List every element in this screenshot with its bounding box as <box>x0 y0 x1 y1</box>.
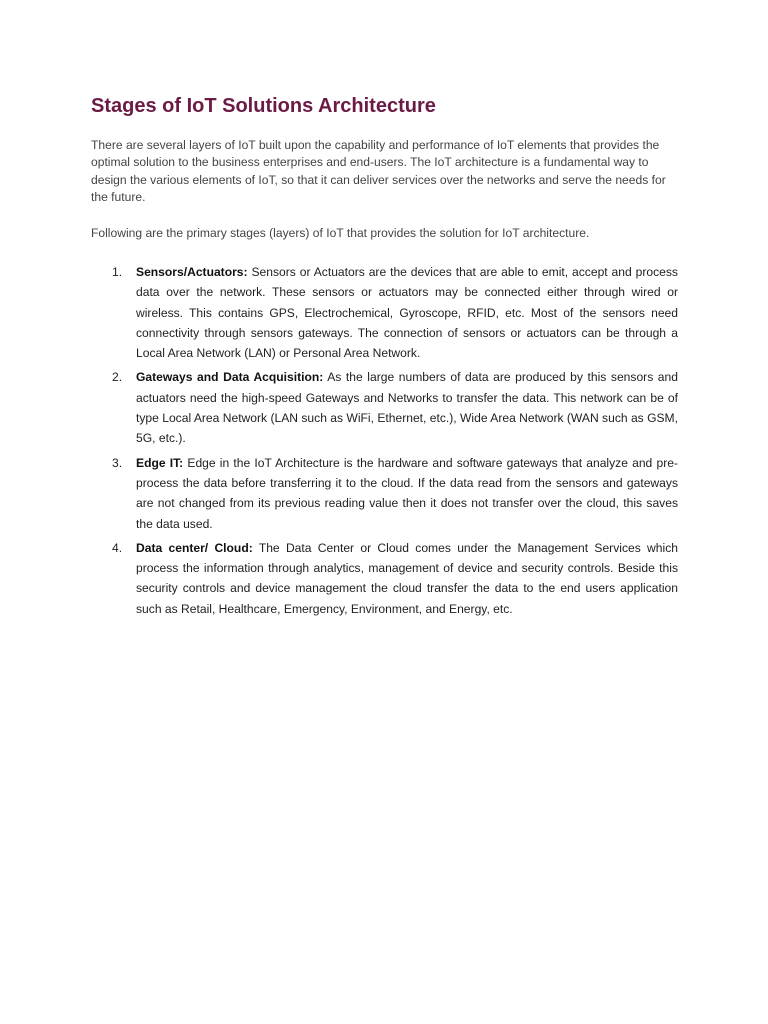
document-title: Stages of IoT Solutions Architecture <box>91 95 436 117</box>
stage-description: The Data Center or Cloud comes under the Management Services which process the information through analytics, management of device and security controls. Beside this security controls and device management the cloud transfer the data to the end users application such as Retail, Healthcare, Emergency, Environment, and Energy, etc. <box>136 540 678 616</box>
stage-term: Gateways and Data Acquisition: <box>136 370 324 385</box>
stage-item-data-center-cloud <box>91 538 678 619</box>
stage-item-edge-it <box>91 453 678 534</box>
intro-paragraph: There are several layers of IoT built upon the capability and performance of IoT elements that provides the optimal solution to the business enterprises and end-users. The IoT architecture is a fundamental way to design the various elements of IoT, so that it can deliver services over the networks and serve the needs for the future. <box>91 138 666 205</box>
stage-number: 3. <box>112 455 123 470</box>
lead-paragraph: Following are the primary stages (layers) of IoT that provides the solution for IoT architecture. <box>91 226 590 240</box>
stage-term: Data center/ Cloud: <box>136 540 253 555</box>
stage-number: 4. <box>112 540 123 555</box>
stage-number: 1. <box>112 265 123 279</box>
stage-description: Sensors or Actuators are the devices that are able to emit, accept and process data over the network. These sensors or actuators may be connected either through wired or wireless. This contains GPS, Electrochemical, Gyroscope, RFID, etc. Most of the sensors need connectivity through sensors gateways. The connection of sensors or actuators can be through a Local Area Network (LAN) or Personal Area Network. <box>136 265 678 361</box>
stage-term: Sensors/Actuators: <box>136 265 248 279</box>
stage-description: Edge in the IoT Architecture is the hardware and software gateways that analyze and pre-process the data before transferring it to the cloud. If the data read from the sensors and gateways are not changed from its previous reading value then it does not transfer over the cloud, this saves the data used. <box>136 455 678 531</box>
stage-description: As the large numbers of data are produced by this sensors and actuators need the high-speed Gateways and Networks to transfer the data. This network can be of type Local Area Network (LAN such as WiFi, Ethernet, etc.), Wide Area Network (WAN such as GSM, 5G, etc.). <box>136 370 678 446</box>
stage-item-sensors-actuators <box>91 262 678 363</box>
stage-list <box>91 262 678 623</box>
stage-term: Edge IT: <box>136 455 184 470</box>
stage-item-gateways <box>91 367 678 448</box>
stage-number: 2. <box>112 370 123 385</box>
